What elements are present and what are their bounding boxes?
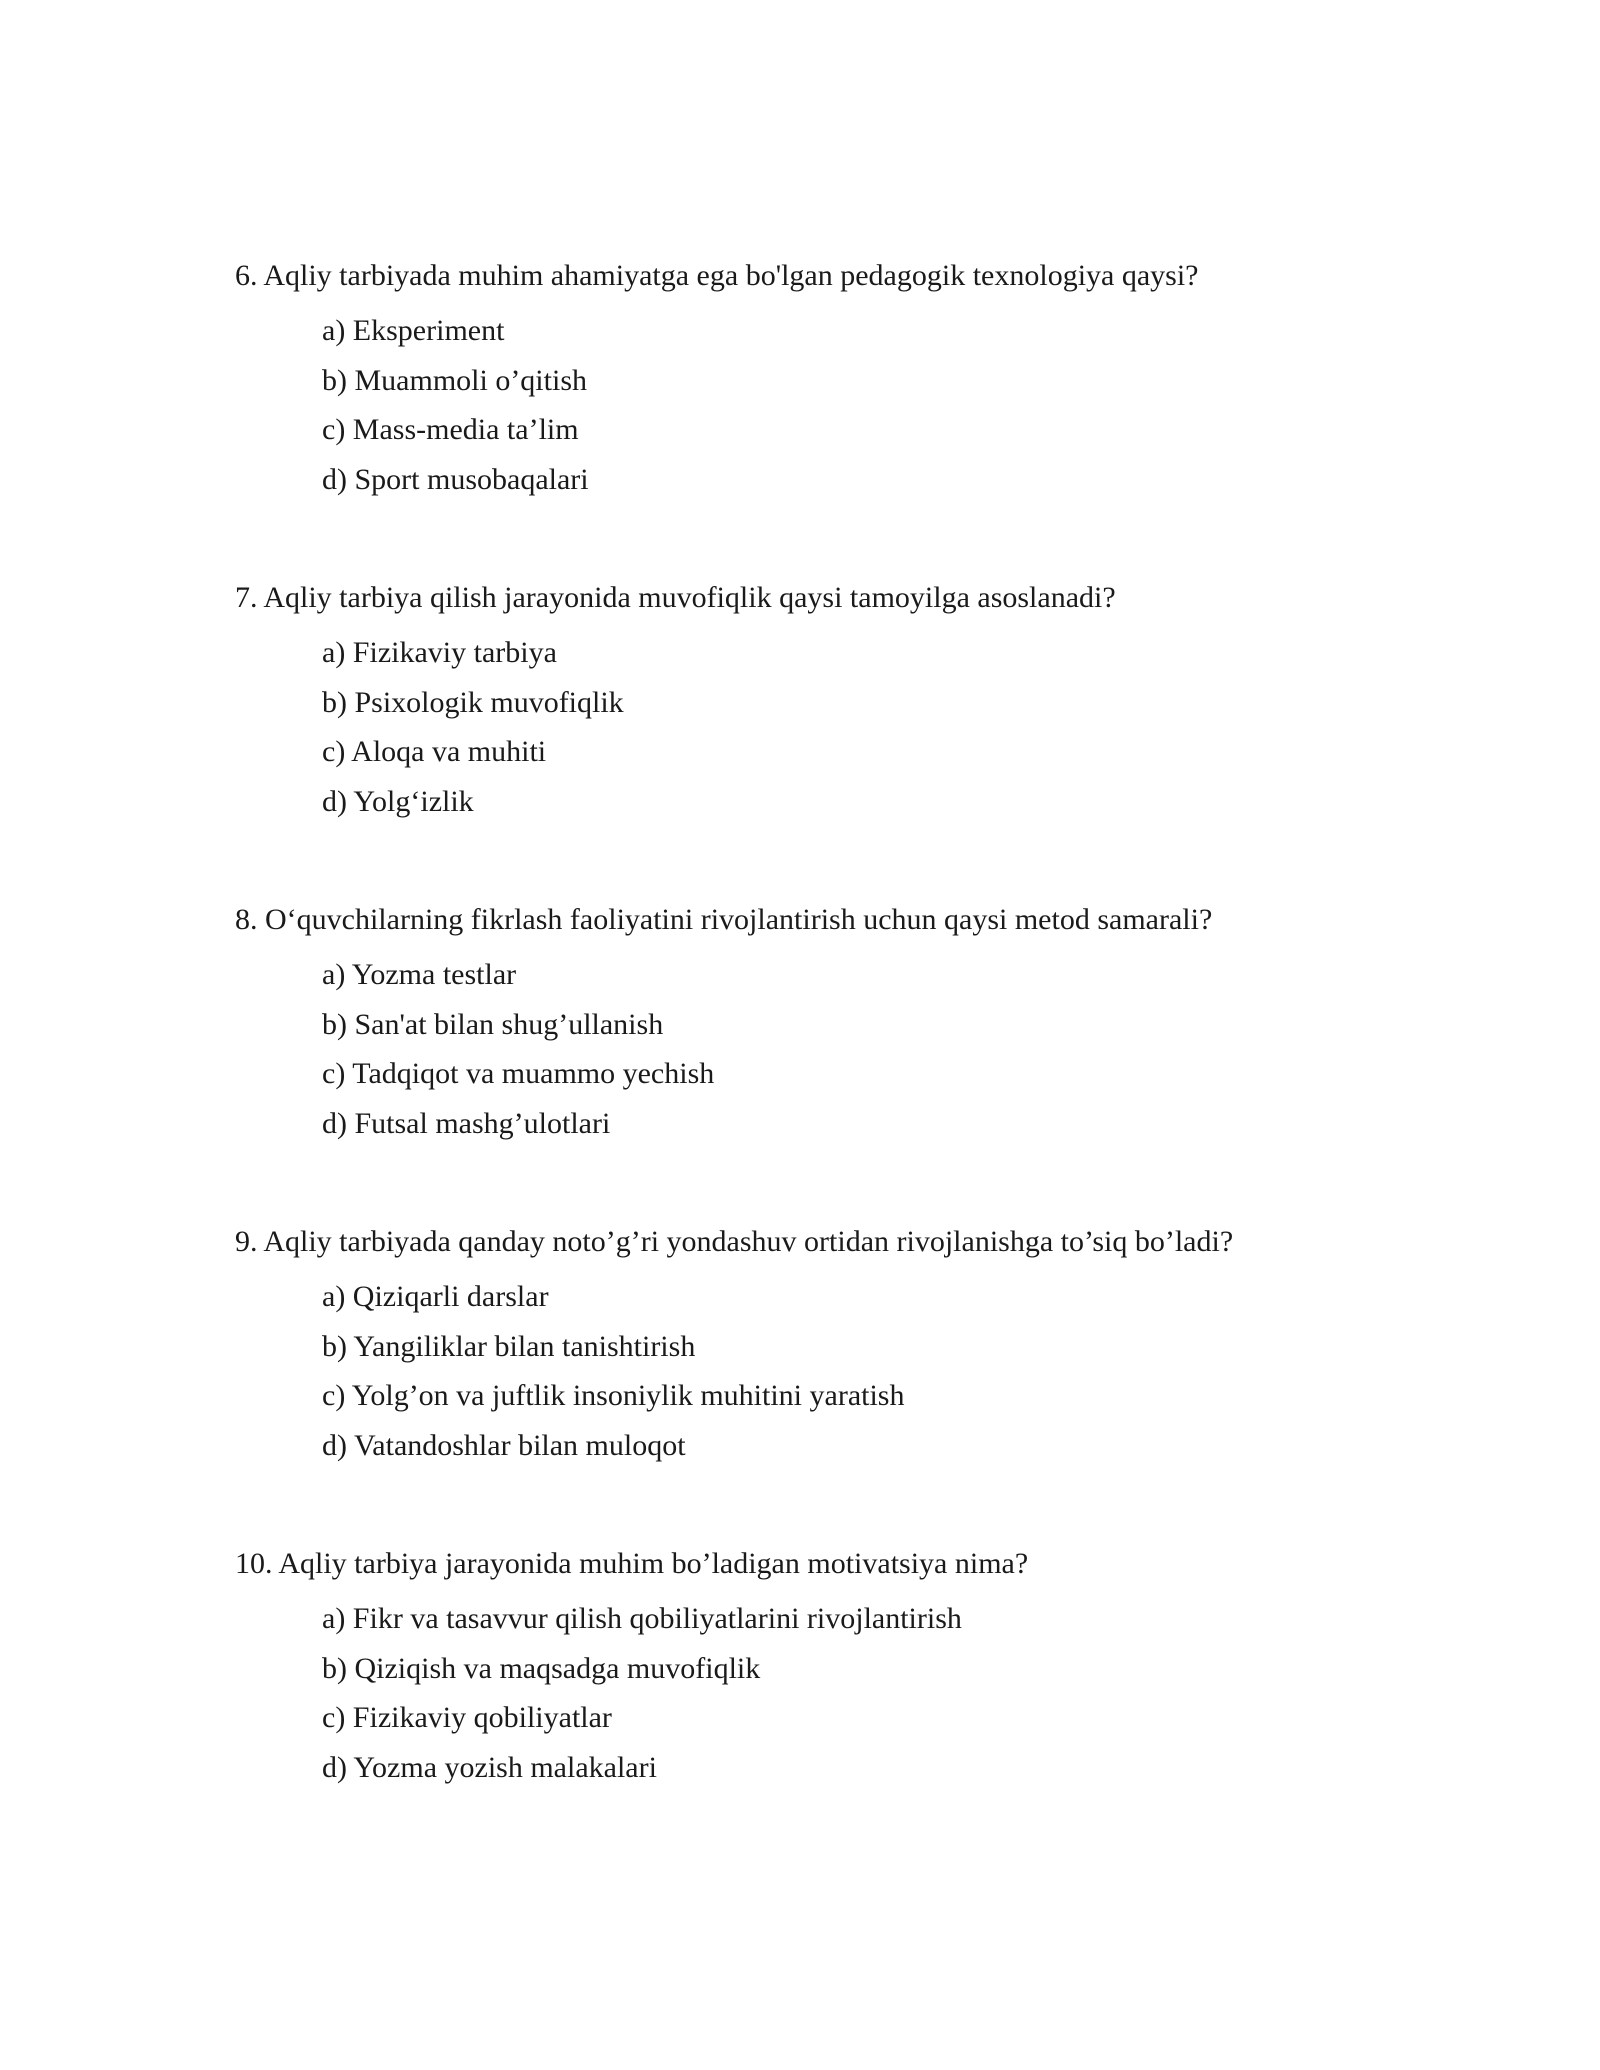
question-9 — [235, 1222, 1435, 1475]
option-a: a) Fikr va tasavvur qilish qobiliyatlarini rivojlantirish — [322, 1602, 962, 1635]
option-c: c) Mass-media ta’lim — [322, 413, 579, 446]
option-a: a) Eksperiment — [322, 314, 505, 347]
option-b: b) Psixologik muvofiqlik — [322, 685, 624, 719]
question-text: 9. Aqliy tarbiyada qanday noto’g’ri yondashuv ortidan rivojlanishga to’siq bo’ladi? — [235, 1225, 1234, 1258]
answer-options — [322, 311, 1435, 509]
answer-options — [322, 1277, 1435, 1475]
answer-options — [322, 1599, 1435, 1797]
option-d: d) Yozma yozish malakalari — [322, 1750, 657, 1784]
question-text: 8. O‘quvchilarning fikrlash faoliyatini rivojlantirish uchun qaysi metod samarali? — [235, 903, 1213, 936]
answer-options — [322, 955, 1435, 1153]
option-d: d) Yolg‘izlik — [322, 784, 474, 818]
option-d: d) Vatandoshlar bilan muloqot — [322, 1428, 686, 1462]
question-10 — [235, 1544, 1435, 1797]
option-a: a) Qiziqarli darslar — [322, 1280, 549, 1313]
option-d: d) Sport musobaqalari — [322, 462, 589, 496]
option-a: a) Fizikaviy tarbiya — [322, 636, 557, 669]
option-b: b) San'at bilan shug’ullanish — [322, 1007, 664, 1041]
option-d: d) Futsal mashg’ulotlari — [322, 1106, 611, 1140]
option-a: a) Yozma testlar — [322, 958, 517, 991]
option-c: c) Aloqa va muhiti — [322, 735, 547, 768]
option-c: c) Yolg’on va juftlik insoniylik muhitini yaratish — [322, 1379, 905, 1412]
question-text: 10. Aqliy tarbiya jarayonida muhim bo’ladigan motivatsiya nima? — [235, 1547, 1029, 1580]
answer-options — [322, 633, 1435, 831]
option-c: c) Fizikaviy qobiliyatlar — [322, 1701, 612, 1734]
option-c: c) Tadqiqot va muammo yechish — [322, 1057, 715, 1090]
question-6 — [235, 256, 1435, 509]
question-text: 6. Aqliy tarbiyada muhim ahamiyatga ega bo'lgan pedagogik texnologiya qaysi? — [235, 259, 1199, 292]
option-b: b) Qiziqish va maqsadga muvofiqlik — [322, 1651, 761, 1685]
question-text: 7. Aqliy tarbiya qilish jarayonida muvofiqlik qaysi tamoyilga asoslanadi? — [235, 581, 1116, 614]
option-b: b) Yangiliklar bilan tanishtirish — [322, 1329, 696, 1363]
question-8 — [235, 900, 1435, 1153]
option-b: b) Muammoli o’qitish — [322, 363, 587, 397]
question-7 — [235, 578, 1435, 831]
